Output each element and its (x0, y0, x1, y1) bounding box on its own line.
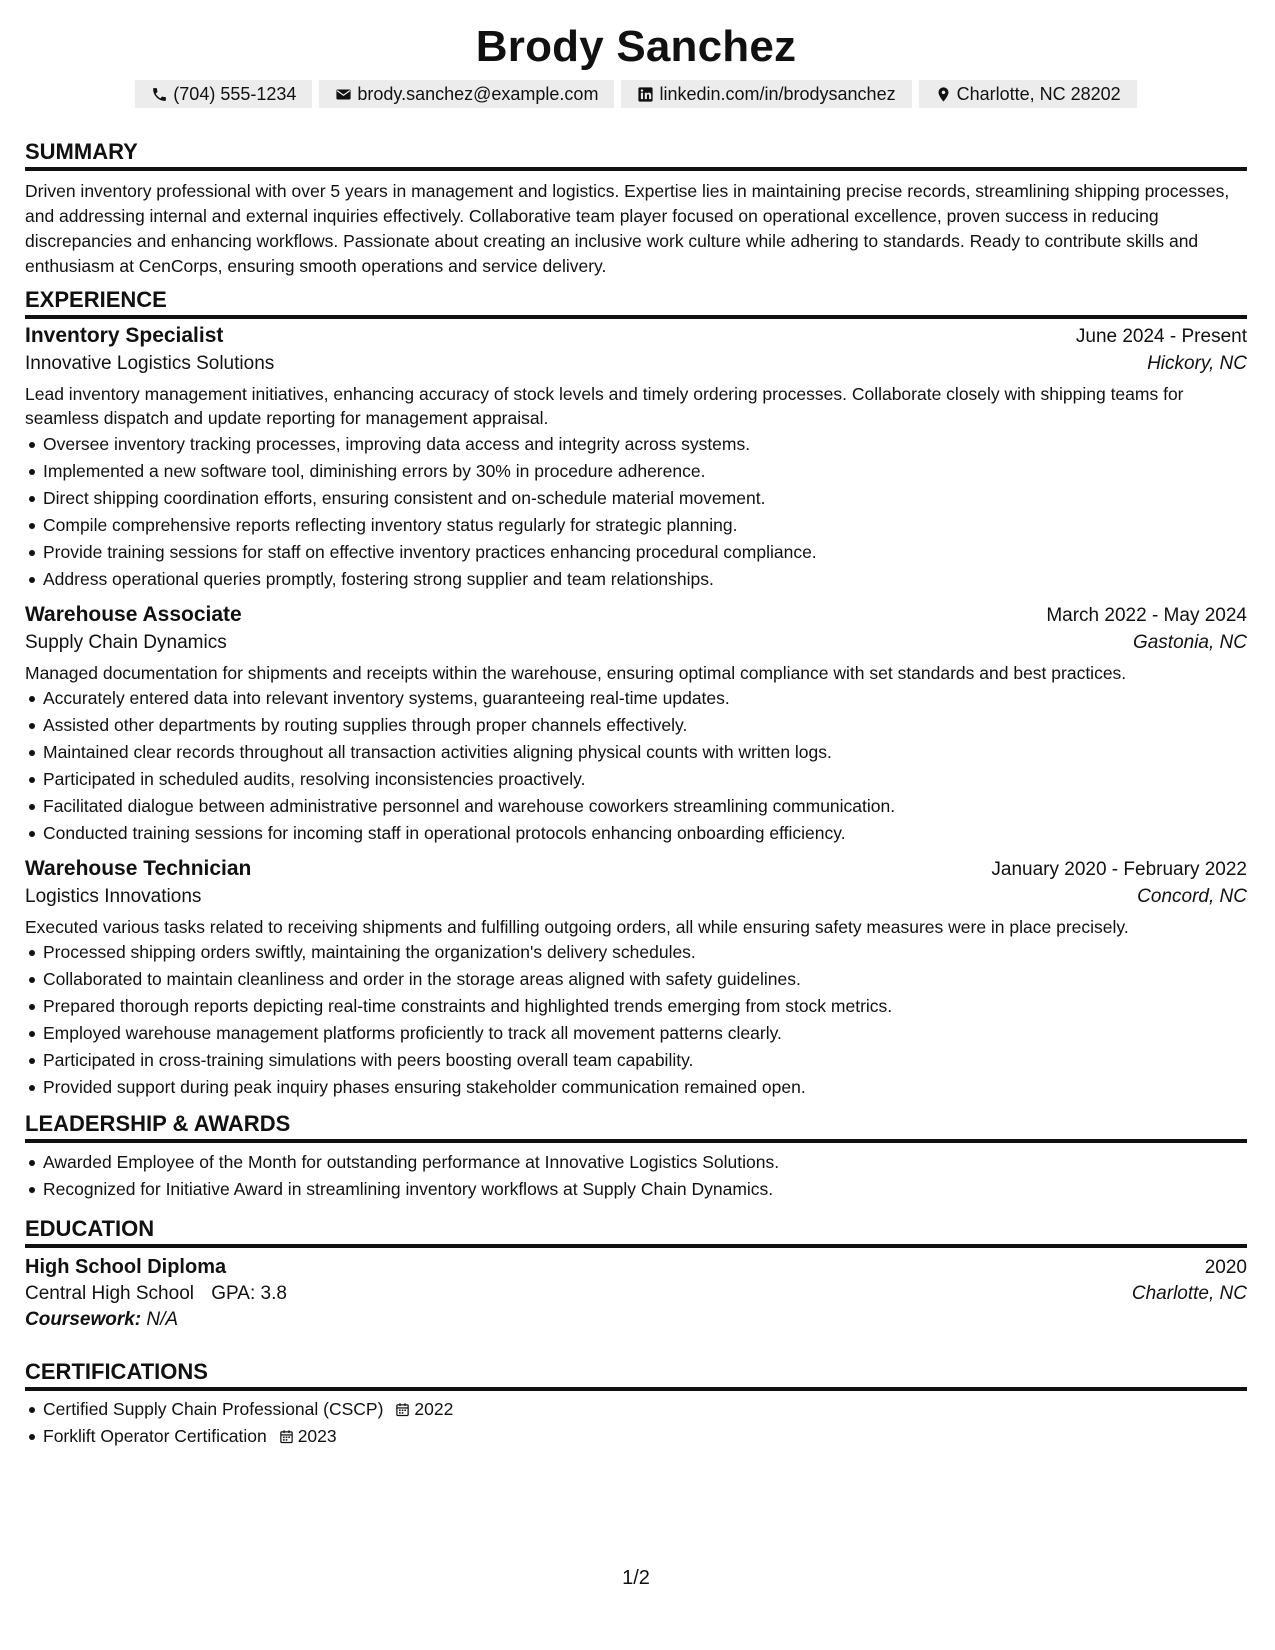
graduation-year: 2020 (1204, 1257, 1247, 1278)
experience-section (25, 286, 1247, 1101)
list-item: Accurately entered data into relevant inventory systems, guaranteeing real-time updates. (43, 685, 1247, 712)
envelope-icon (335, 86, 352, 103)
list-item: Employed warehouse management platforms proficiently to track all movement patterns clearly. (43, 1020, 1247, 1047)
summary-section (25, 138, 1247, 279)
job-title: Warehouse Associate (25, 603, 242, 626)
list-item (43, 1423, 1247, 1450)
list-item: Direct shipping coordination efforts, ensuring consistent and on-schedule material movement. (43, 485, 1247, 512)
education-section (25, 1215, 1247, 1331)
certifications-section (25, 1358, 1247, 1450)
page-number: 1/2 (622, 1567, 650, 1589)
candidate-name: Brody Sanchez (475, 22, 797, 71)
job-entry (25, 603, 1247, 847)
job-bullets (25, 685, 1247, 847)
map-pin-icon (935, 86, 952, 103)
job-location: Hickory, NC (1147, 353, 1247, 374)
contact-linkedin[interactable] (621, 80, 911, 108)
job-dates: March 2022 - May 2024 (1046, 605, 1247, 626)
list-item: Processed shipping orders swiftly, maintaining the organization's delivery schedules. (43, 939, 1247, 966)
contact-location (919, 80, 1137, 108)
job-description: Lead inventory management initiatives, enhancing accuracy of stock levels and timely ordering processes. Collaborate closely with shipping teams for seamless dispatch and update reporting for management appraisal. (25, 384, 1184, 428)
section-title: EXPERIENCE (25, 286, 1247, 319)
certification-name: Forklift Operator Certification (43, 1426, 267, 1446)
certification-year: 2023 (297, 1426, 337, 1446)
list-item: Facilitated dialogue between administrative personnel and warehouse coworkers streamlining communication. (43, 793, 1247, 820)
certification-year: 2022 (414, 1399, 454, 1419)
contact-phone (135, 80, 312, 108)
list-item: Provide training sessions for staff on effective inventory practices enhancing procedural compliance. (43, 539, 1247, 566)
job-entry (25, 324, 1247, 593)
list-item: Conducted training sessions for incoming staff in operational protocols enhancing onboarding efficiency. (43, 820, 1247, 847)
contact-bar (25, 80, 1247, 108)
gpa: GPA: 3.8 (211, 1283, 287, 1304)
school-name: Central High School (25, 1283, 194, 1304)
job-description: Executed various tasks related to receiving shipments and fulfilling outgoing orders, all while ensuring safety measures were in place precisely. (25, 917, 1129, 937)
contact-email[interactable] (319, 80, 614, 108)
list-item: Address operational queries promptly, fostering strong supplier and team relationships. (43, 566, 1247, 593)
calendar-icon (279, 1429, 294, 1444)
company-name: Logistics Innovations (25, 886, 202, 907)
company-name: Supply Chain Dynamics (25, 632, 227, 653)
coursework-label: Coursework: (25, 1309, 142, 1330)
section-title: EDUCATION (25, 1215, 1247, 1248)
list-item: Compile comprehensive reports reflecting inventory status regularly for strategic planning. (43, 512, 1247, 539)
coursework-value: N/A (146, 1309, 179, 1330)
list-item: Collaborated to maintain cleanliness and order in the storage areas aligned with safety guidelines. (43, 966, 1247, 993)
section-title: LEADERSHIP & AWARDS (25, 1110, 1247, 1143)
list-item: Participated in scheduled audits, resolving inconsistencies proactively. (43, 766, 1247, 793)
list-item: Implemented a new software tool, diminishing errors by 30% in procedure adherence. (43, 458, 1247, 485)
linkedin-text: linkedin.com/in/brodysanchez (659, 83, 896, 104)
job-description: Managed documentation for shipments and receipts within the warehouse, ensuring optimal compliance with set standards and best practices. (25, 663, 1127, 683)
leadership-section (25, 1110, 1247, 1203)
leadership-bullets (25, 1149, 1247, 1203)
phone-text: (704) 555-1234 (173, 83, 297, 104)
job-location: Gastonia, NC (1132, 632, 1247, 653)
list-item: Prepared thorough reports depicting real-time constraints and highlighted trends emerging from stock metrics. (43, 993, 1247, 1020)
summary-text: Driven inventory professional with over 5 years in management and logistics. Expertise lies in maintaining precise records, streamlining shipping processes, and addressing internal and external inquiries effectively. Collaborative team player focused on operational excellence, proven success in reducing discrepancies and enhancing workflows. Passionate about creating an inclusive work culture while adhering to standards. Ready to contribute skills and enthusiasm at CenCorps, ensuring smooth operations and service delivery. (25, 181, 1230, 276)
job-bullets (25, 431, 1247, 593)
certification-name: Certified Supply Chain Professional (CSCP) (43, 1399, 384, 1419)
calendar-icon (395, 1402, 410, 1417)
job-entry (25, 857, 1247, 1101)
certification-list (25, 1396, 1247, 1450)
job-dates: June 2024 - Present (1075, 326, 1247, 347)
list-item: Assisted other departments by routing supplies through proper channels effectively. (43, 712, 1247, 739)
school-location: Charlotte, NC (1131, 1283, 1247, 1304)
job-dates: January 2020 - February 2022 (991, 859, 1247, 880)
job-title: Inventory Specialist (25, 324, 224, 347)
job-location: Concord, NC (1137, 886, 1247, 907)
linkedin-icon (637, 86, 654, 103)
coursework (25, 1309, 1247, 1331)
email-text: brody.sanchez@example.com (357, 83, 599, 104)
job-title: Warehouse Technician (25, 857, 252, 880)
list-item: Oversee inventory tracking processes, improving data access and integrity across systems. (43, 431, 1247, 458)
list-item (43, 1396, 1247, 1423)
location-text: Charlotte, NC 28202 (956, 83, 1121, 104)
job-bullets (25, 939, 1247, 1101)
degree: High School Diploma (25, 1256, 227, 1278)
list-item: Participated in cross-training simulations with peers boosting overall team capability. (43, 1047, 1247, 1074)
list-item: Provided support during peak inquiry phases ensuring stakeholder communication remained open. (43, 1074, 1247, 1101)
list-item: Awarded Employee of the Month for outstanding performance at Innovative Logistics Solutions. (43, 1149, 1247, 1176)
section-title: SUMMARY (25, 138, 1247, 171)
company-name: Innovative Logistics Solutions (25, 353, 275, 374)
list-item: Maintained clear records throughout all transaction activities aligning physical counts with written logs. (43, 739, 1247, 766)
list-item: Recognized for Initiative Award in streamlining inventory workflows at Supply Chain Dynamics. (43, 1176, 1247, 1203)
phone-icon (151, 86, 168, 103)
section-title: CERTIFICATIONS (25, 1358, 1247, 1391)
